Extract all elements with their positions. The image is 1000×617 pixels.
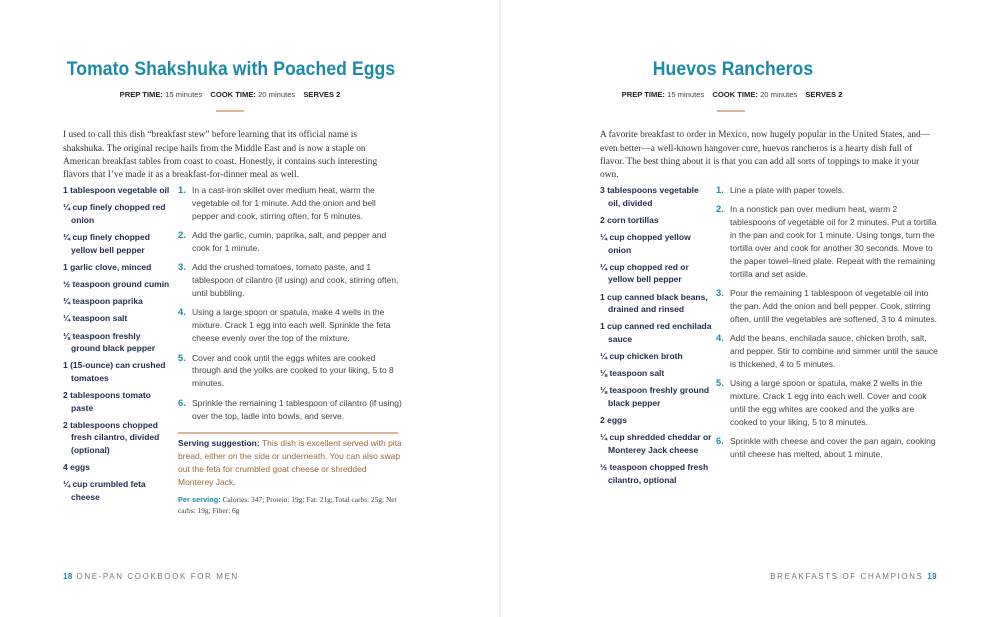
step-text: In a nonstick pan over medium heat, warm 2 tablespoons of vegetable oil for 2 minutes. Put a tortilla in the pan and cook for 1 minute. Using tongs, turn the tortilla over and cook for another 30 seconds. Move to the paper towel–lined plate. Repeat with the remaining tortilla and set aside. xyxy=(730,204,937,279)
step-number: 5. xyxy=(178,351,186,363)
step-item xyxy=(716,287,942,326)
ingredient-item: ¼ cup finely chopped red onion xyxy=(63,202,166,225)
step-item xyxy=(716,332,942,371)
ingredient-item: ¼ cup chopped yellow onion xyxy=(600,231,691,255)
title-divider xyxy=(717,110,745,112)
ingredient-item: 2 tablespoons tomato paste xyxy=(63,390,151,413)
prep-time-label: PREP TIME: xyxy=(621,90,665,99)
step-number: 6. xyxy=(716,435,724,447)
ingredient-list xyxy=(63,184,171,508)
serving-divider xyxy=(178,432,398,434)
step-text: Line a plate with paper towels. xyxy=(730,185,845,195)
ingredient-item: 2 corn tortillas xyxy=(600,214,659,225)
step-text: Add the crushed tomatoes, tomato paste, and 1 tablespoon of cilantro (if using) and cook, stirring often, until bubbling. xyxy=(192,262,399,299)
step-number: 1. xyxy=(178,184,186,195)
step-text: Using a large spoon or spatula, make 4 wells in the mixture. Crack 1 egg into each well. Sprinkle the feta cheese evenly over the top of the mixture. xyxy=(192,307,391,344)
step-text: Cover and cook until the eggs whites are cooked through and the yolks are cooked to your liking, 5 to 8 minutes. xyxy=(192,352,394,389)
page-footer xyxy=(770,572,937,581)
step-item xyxy=(178,352,404,391)
ingredient-item: 2 eggs xyxy=(600,415,627,426)
right-page xyxy=(500,0,1000,617)
ingredient-item: ¼ teaspoon paprika xyxy=(63,296,143,307)
step-number: 3. xyxy=(716,287,724,299)
prep-time-label: PREP TIME: xyxy=(119,90,163,99)
ingredient-item: ¼ teaspoon salt xyxy=(63,313,128,324)
ingredient-item: 2 tablespoons chopped fresh cilantro, divided (optional) xyxy=(63,419,160,456)
running-title: BREAKFASTS OF CHAMPIONS xyxy=(770,572,924,581)
ingredient-item: 1 garlic clove, minced xyxy=(63,261,152,272)
step-item xyxy=(178,306,404,345)
step-text: Pour the remaining 1 tablespoon of vegetable oil into the pan. Add the onion and bell pepper. Cook, stirring often, until the vegetables are softened, 3 to 4 minutes. xyxy=(730,288,937,324)
step-item xyxy=(178,261,404,300)
step-item xyxy=(178,397,404,423)
recipe-meta xyxy=(482,90,982,99)
step-item xyxy=(716,377,942,429)
step-number: 2. xyxy=(716,203,724,215)
running-title: ONE-PAN COOKBOOK FOR MEN xyxy=(76,572,239,581)
serves-label: SERVES 2 xyxy=(303,90,341,99)
page-footer xyxy=(63,572,239,581)
recipe-title: Tomato Shakshuka with Poached Eggs xyxy=(66,58,396,80)
title-divider xyxy=(216,110,244,112)
step-item xyxy=(716,435,942,461)
cook-time-value: 20 minutes xyxy=(258,90,296,99)
step-number: 4. xyxy=(716,332,724,344)
ingredient-item: 1 tablespoon vegetable oil xyxy=(63,185,170,195)
serving-text: This dish is excellent served with pita bread, either on the side or underneath. You can also swap out the feta for crumbled goat cheese or shredded Monterey Jack. xyxy=(178,438,402,487)
step-text: Using a large spoon or spatula, make 2 wells in the mixture. Crack 1 egg into each well. Cover and cook until the egg whites are cooked and the yolks are cooked to your liking, 5 to 8 minutes. xyxy=(730,378,927,428)
nutrition-info xyxy=(178,494,404,517)
ingredient-item: ⅛ teaspoon freshly ground black pepper xyxy=(600,385,710,409)
serving-suggestion xyxy=(178,437,404,489)
ingredient-list xyxy=(600,184,712,491)
step-item xyxy=(178,184,404,223)
step-number: 1. xyxy=(716,184,724,195)
ingredient-item: ¼ cup chopped red or yellow bell pepper xyxy=(600,261,689,285)
recipe-intro: A favorite breakfast to order in Mexico, now hugely popular in the United States, and—even better—a well-known hangover cure, huevos rancheros is a hearty dish full of flavor. The best thing about it is that you can add all sorts of toppings to make it your own. xyxy=(600,130,931,180)
step-number: 2. xyxy=(178,229,186,241)
nutrition-text: Calories: 347; Protein: 19g; Fat: 21g; Total carbs: 25g; Net carbs: 19g; Fiber: 6g xyxy=(178,495,397,516)
ingredient-item: ⅛ teaspoon freshly ground black pepper xyxy=(63,330,156,354)
step-item xyxy=(178,229,404,255)
step-number: 3. xyxy=(178,261,186,273)
step-list xyxy=(716,184,942,468)
recipe-title: Huevos Rancheros xyxy=(652,58,814,80)
page-number: 19 xyxy=(927,572,937,581)
step-number: 4. xyxy=(178,306,186,318)
ingredient-item: ½ teaspoon chopped fresh cilantro, optional xyxy=(600,462,709,485)
step-item xyxy=(716,184,942,197)
ingredient-item: ¼ cup chicken broth xyxy=(600,351,683,362)
step-text: In a cast-iron skillet over medium heat, warm the vegetable oil for 1 minute. Add the onion and bell pepper and cook, stirring often, for 5 minutes. xyxy=(192,185,376,221)
cook-time-label: COOK TIME: xyxy=(210,90,256,99)
prep-time-value: 15 minutes xyxy=(165,90,203,99)
page-number: 18 xyxy=(63,572,73,581)
prep-time-value: 15 minutes xyxy=(667,90,705,99)
step-item xyxy=(716,203,942,280)
step-text: Sprinkle the remaining 1 tablespoon of cilantro (if using) over the top, ladle into bowls, and serve. xyxy=(192,397,402,421)
recipe-intro: I used to call this dish “breakfast stew” before learning that its official name is shakshuka. The original recipe hails from the Middle East and is now a staple on American breakfast tables from coast to coast. Honestly, it contains such interesting flavors that I’ve made it as a breakfast-for-dinner meal as well. xyxy=(63,130,378,180)
ingredient-item: ⅛ teaspoon salt xyxy=(600,368,665,379)
nutrition-label: Per serving: xyxy=(178,495,221,504)
step-number: 6. xyxy=(178,396,186,408)
ingredient-item: 1 (15-ounce) can crushed tomatoes xyxy=(63,360,166,383)
ingredient-item: ¼ cup crumbled feta cheese xyxy=(63,479,146,502)
ingredient-item: 1 cup canned red enchilada sauce xyxy=(600,321,712,344)
recipe-meta xyxy=(0,90,480,99)
cook-time-label: COOK TIME: xyxy=(712,90,758,99)
step-text: Add the garlic, cumin, paprika, salt, and pepper and cook for 1 minute. xyxy=(192,230,387,254)
step-text: Sprinkle with cheese and cover the pan again, cooking until cheese has melted, about 1 minute. xyxy=(730,436,936,460)
step-number: 5. xyxy=(716,377,724,389)
cook-time-value: 20 minutes xyxy=(760,90,798,99)
step-text: Add the beans, enchilada sauce, chicken broth, salt, and pepper. Stir to combine and simmer until the sauce is thickened, 4 to 5 minutes. xyxy=(730,333,938,370)
ingredient-item: ¼ cup finely chopped yellow bell pepper xyxy=(63,231,150,255)
step-list xyxy=(178,184,404,429)
serving-label: Serving suggestion: xyxy=(178,438,260,448)
ingredient-item: 1 cup canned black beans, drained and rinsed xyxy=(600,291,708,315)
ingredient-item: ¼ cup shredded cheddar or Monterey Jack cheese xyxy=(600,432,712,456)
serves-label: SERVES 2 xyxy=(805,90,843,99)
ingredient-item: 4 eggs xyxy=(63,462,90,473)
ingredient-item: 3 tablespoons vegetable oil, divided xyxy=(600,185,699,208)
ingredient-item: ½ teaspoon ground cumin xyxy=(63,278,170,289)
